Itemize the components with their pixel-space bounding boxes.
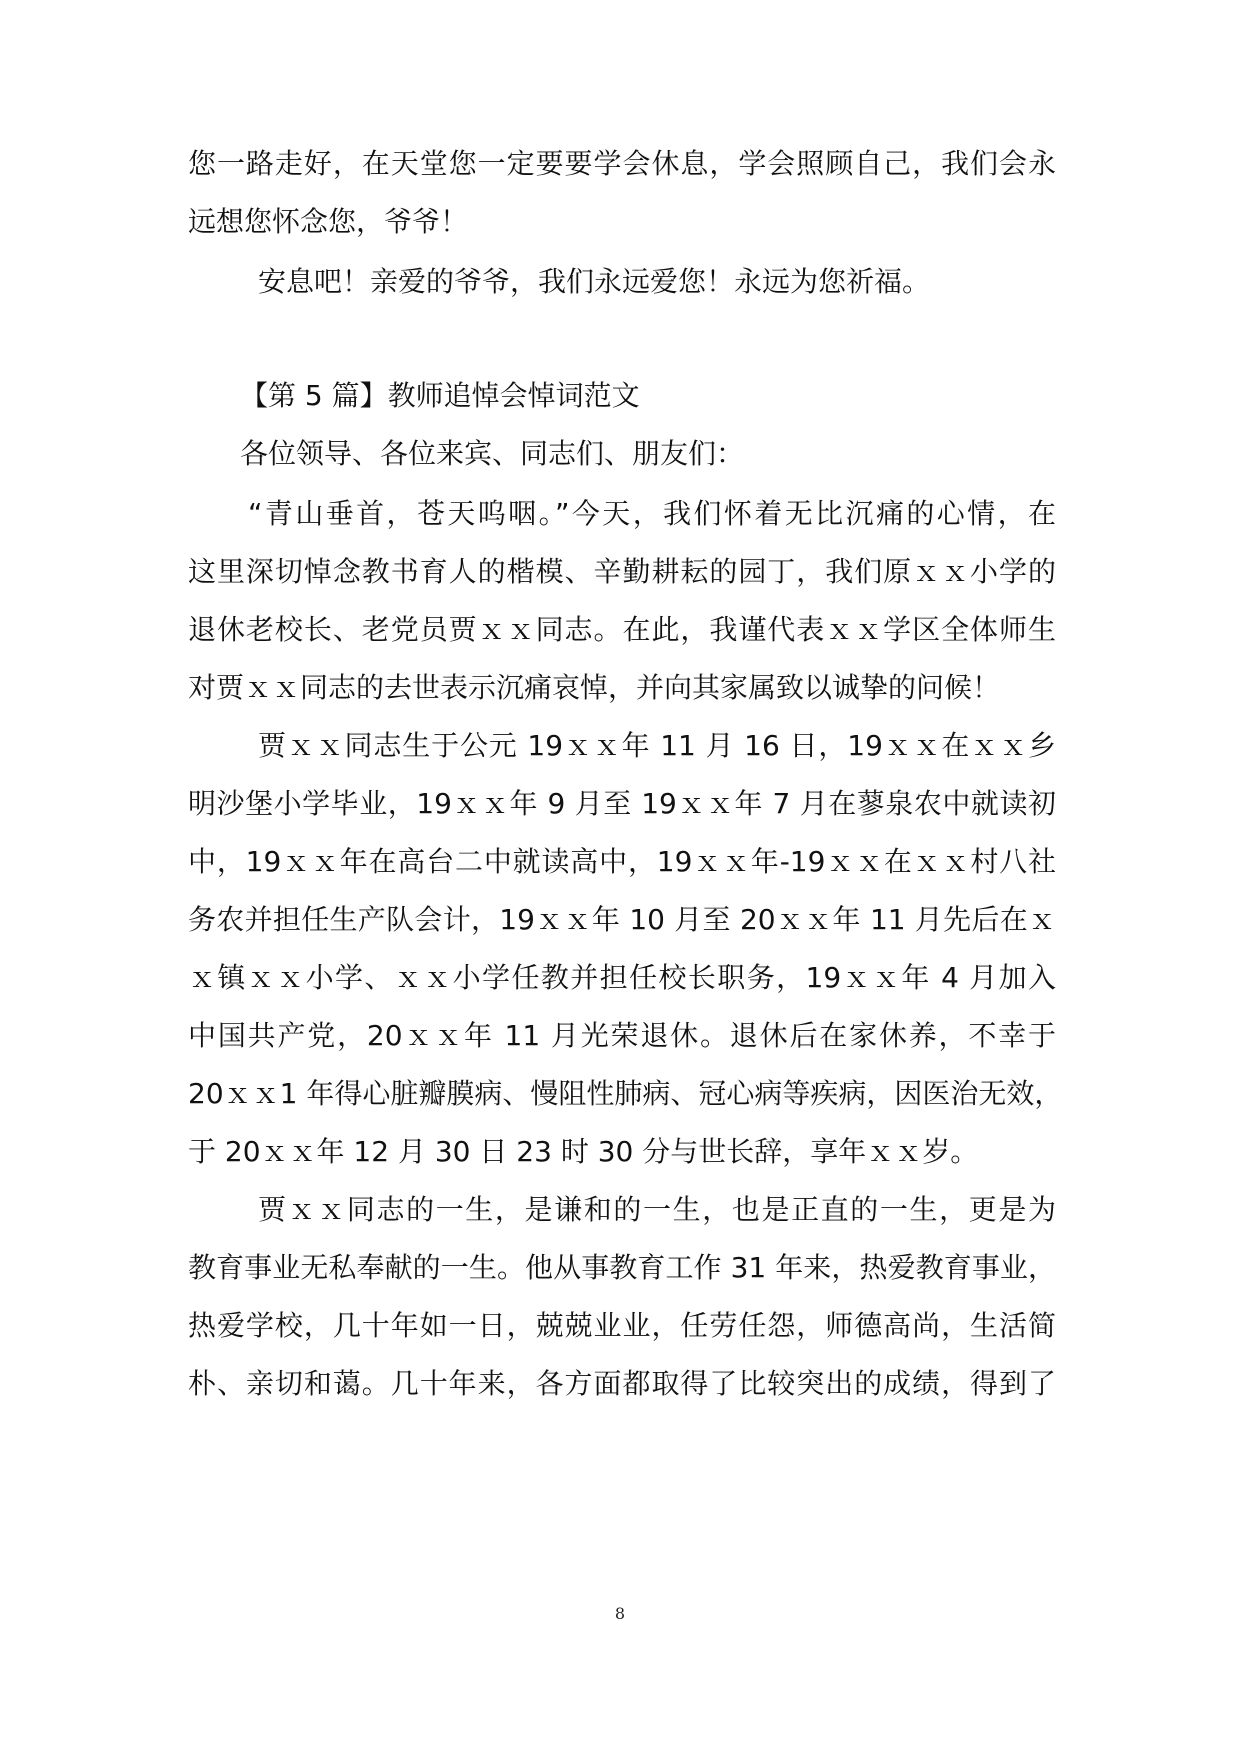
text-line: 朴、亲切和蔼。几十年来，各方面都取得了比较突出的成绩，得到了 xyxy=(188,1367,1056,1400)
text-line: 中，19ｘｘ年在高台二中就读高中，19ｘｘ年-19ｘｘ在ｘｘ村八社 xyxy=(188,845,1056,878)
text-line: 于 20ｘｘ年 12 月 30 日 23 时 30 分与世长辞，享年ｘｘ岁。 xyxy=(188,1135,979,1168)
text-line: 中国共产党，20ｘｘ年 11 月光荣退休。退休后在家休养，不幸于 xyxy=(188,1019,1056,1052)
page-number: 8 xyxy=(614,1604,626,1623)
text-line: 远想您怀念您，爷爷！ xyxy=(188,205,469,238)
text-line: 热爱学校，几十年如一日，兢兢业业，任劳任怨，师德高尚，生活简 xyxy=(188,1309,1056,1342)
text-line: 您一路走好，在天堂您一定要要学会休息，学会照顾自己，我们会永 xyxy=(188,147,1056,180)
text-line: ｘ镇ｘｘ小学、ｘｘ小学任教并担任校长职务，19ｘｘ年 4 月加入 xyxy=(188,961,1056,994)
text-line: 20ｘｘ1 年得心脏瓣膜病、慢阻性肺病、冠心病等疾病，因医治无效， xyxy=(188,1077,1063,1110)
text-line: 退休老校长、老党员贾ｘｘ同志。在此，我谨代表ｘｘ学区全体师生 xyxy=(188,613,1056,646)
text-line: 安息吧！亲爱的爷爷，我们永远爱您！永远为您祈福。 xyxy=(258,265,931,298)
text-line: “青山垂首，苍天呜咽。”今天，我们怀着无比沉痛的心情，在 xyxy=(248,497,1056,530)
text-line: 贾ｘｘ同志生于公元 19ｘｘ年 11 月 16 日，19ｘｘ在ｘｘ乡 xyxy=(258,729,1056,762)
text-line: 这里深切悼念教书育人的楷模、辛勤耕耘的园丁，我们原ｘｘ小学的 xyxy=(188,555,1056,588)
text-line: 务农并担任生产队会计，19ｘｘ年 10 月至 20ｘｘ年 11 月先后在ｘ xyxy=(188,903,1056,936)
section-heading: 【第 5 篇】教师追悼会悼词范文 xyxy=(240,379,640,412)
text-line: 明沙堡小学毕业，19ｘｘ年 9 月至 19ｘｘ年 7 月在蓼泉农中就读初 xyxy=(188,787,1056,820)
text-line: 教育事业无私奉献的一生。他从事教育工作 31 年来，热爱教育事业， xyxy=(188,1251,1056,1284)
salutation: 各位领导、各位来宾、同志们、朋友们： xyxy=(240,437,745,470)
text-line: 对贾ｘｘ同志的去世表示沉痛哀悼，并向其家属致以诚挚的问候！ xyxy=(188,671,1001,704)
text-line: 贾ｘｘ同志的一生，是谦和的一生，也是正直的一生，更是为 xyxy=(258,1193,1056,1226)
